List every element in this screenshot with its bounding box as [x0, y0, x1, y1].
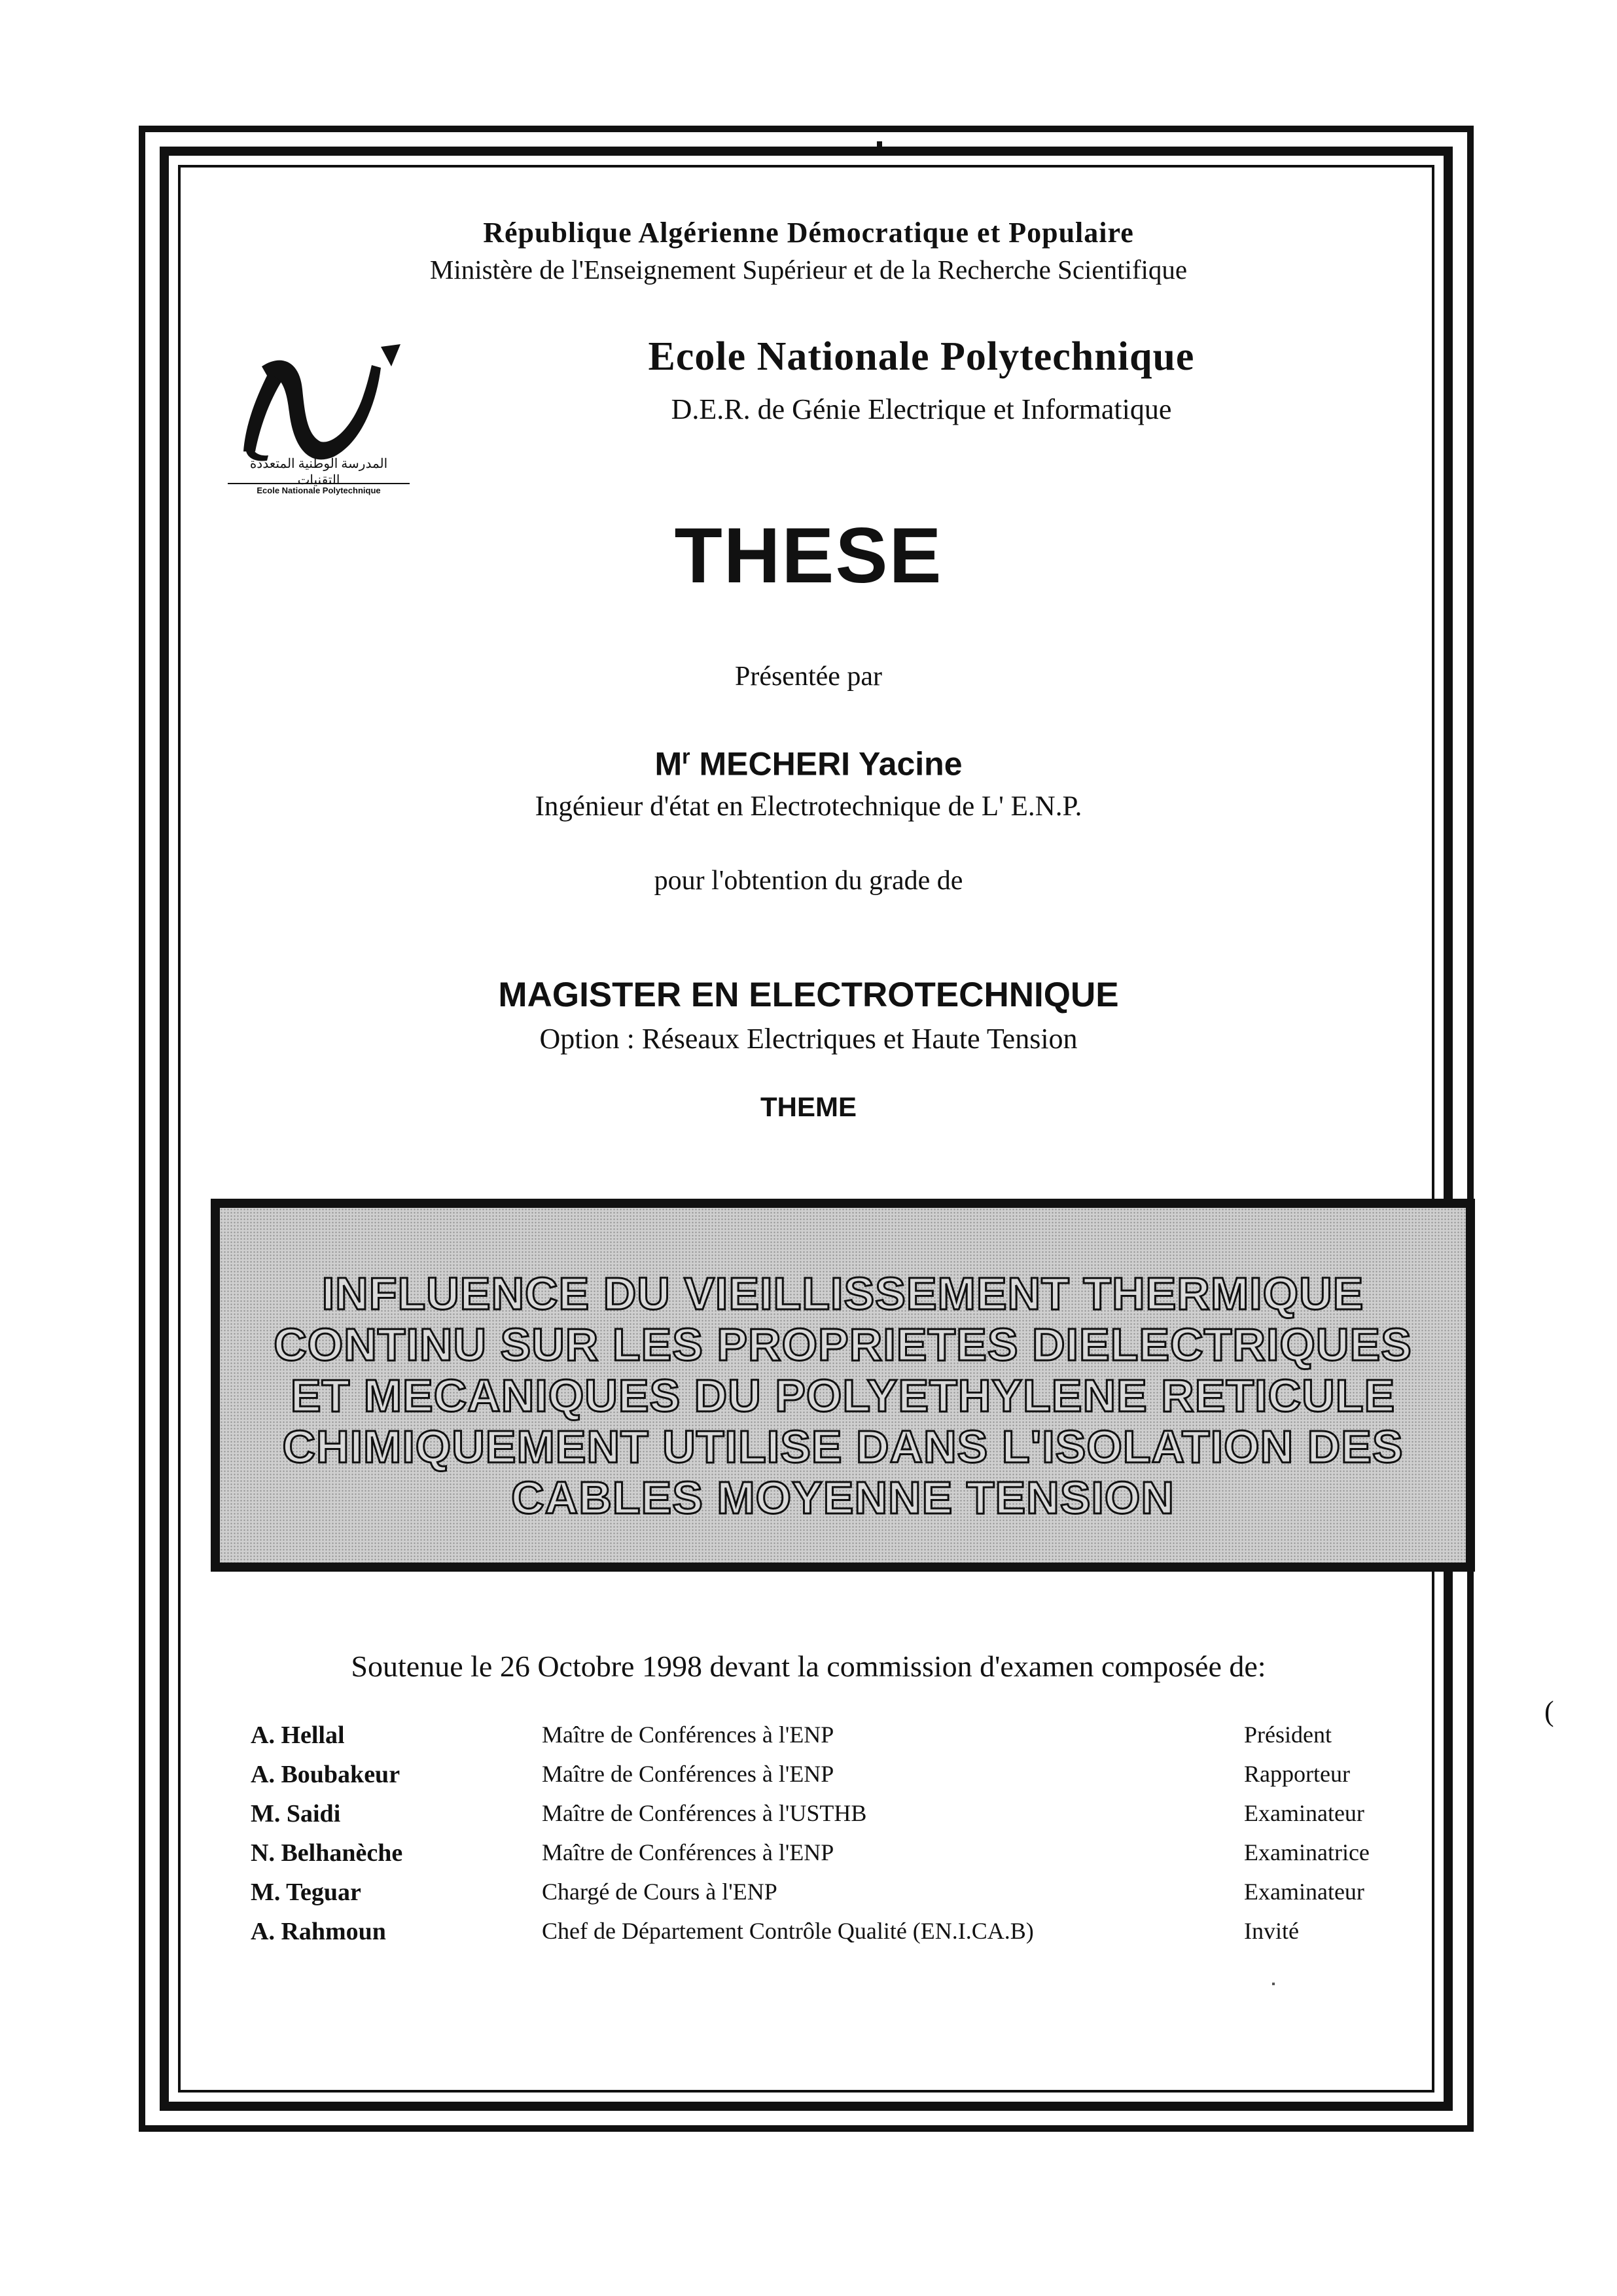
jury-member-status: Examinatrice: [1244, 1839, 1370, 1865]
jury-member-name: A. Hellal: [251, 1722, 345, 1749]
jury-row: [251, 1917, 1402, 1956]
jury-list: [251, 1721, 1402, 1956]
jury-member-role: Maître de Conférences à l'USTHB: [542, 1800, 867, 1826]
jury-member-name: M. Saidi: [251, 1800, 341, 1828]
school-name: Ecole Nationale Polytechnique: [648, 334, 1195, 379]
author-title: Ingénieur d'état en Electrotechnique de L' E.N.P.: [535, 791, 1082, 822]
jury-member-role: Maître de Conférences à l'ENP: [542, 1839, 834, 1865]
defense-statement: Soutenue le 26 Octobre 1998 devant la commission d'examen composée de:: [351, 1650, 1266, 1683]
jury-member-name: M. Teguar: [251, 1879, 361, 1906]
department-name: D.E.R. de Génie Electrique et Informatique: [671, 393, 1172, 425]
author-prefix: M: [654, 745, 683, 783]
thesis-title-line: ET MECANIQUES DU POLYETHYLENE RETICULE: [290, 1370, 1396, 1421]
thesis-title-line: CABLES MOYENNE TENSION: [511, 1472, 1175, 1523]
presented-by-label: Présentée par: [734, 662, 883, 692]
theme-label: THEME: [760, 1091, 857, 1122]
scan-speck: [1272, 1983, 1275, 1985]
document-type-title: THESE: [674, 512, 943, 599]
scan-mark: [877, 141, 882, 147]
jury-row: [251, 1839, 1402, 1878]
jury-member-role: Maître de Conférences à l'ENP: [542, 1722, 834, 1748]
author-name: [0, 745, 1617, 783]
jury-member-role: Chef de Département Contrôle Qualité (EN.I.CA.B): [542, 1918, 1034, 1944]
thesis-title-box: [211, 1199, 1475, 1572]
jury-member-status: Examinateur: [1244, 1879, 1364, 1905]
jury-member-status: Président: [1244, 1722, 1332, 1748]
logo-caption-french: Ecole Nationale Polytechnique: [228, 483, 410, 495]
thesis-title-line: INFLUENCE DU VIEILLISSEMENT THERMIQUE: [321, 1268, 1364, 1319]
thesis-title: [220, 1268, 1466, 1523]
jury-row: [251, 1878, 1402, 1917]
thesis-title-line: CONTINU SUR LES PROPRIETES DIELECTRIQUES: [274, 1319, 1412, 1370]
author-prefix-sup: r: [682, 745, 690, 768]
jury-member-status: Invité: [1244, 1918, 1299, 1944]
jury-row: [251, 1760, 1402, 1799]
jury-member-status: Rapporteur: [1244, 1761, 1350, 1787]
jury-member-role: Chargé de Cours à l'ENP: [542, 1879, 777, 1905]
author-fullname: MECHERI Yacine: [699, 745, 963, 783]
jury-member-name: N. Belhanèche: [251, 1839, 403, 1867]
logo-caption-arabic: المدرسة الوطنية المتعددة التقنيات: [249, 457, 388, 487]
degree-name: MAGISTER EN ELECTROTECHNIQUE: [498, 976, 1119, 1014]
jury-row: [251, 1721, 1402, 1760]
degree-option: Option : Réseaux Electriques et Haute Tension: [539, 1023, 1078, 1055]
jury-member-status: Examinateur: [1244, 1800, 1364, 1826]
obtention-label: pour l'obtention du grade de: [654, 866, 963, 896]
jury-member-name: A. Rahmoun: [251, 1918, 386, 1945]
jury-member-name: A. Boubakeur: [251, 1761, 400, 1788]
thesis-title-line: CHIMIQUEMENT UTILISE DANS L'ISOLATION DES: [282, 1421, 1404, 1472]
scan-edge-mark: (: [1544, 1695, 1554, 1727]
jury-member-role: Maître de Conférences à l'ENP: [542, 1761, 834, 1787]
jury-row: [251, 1799, 1402, 1839]
ministry-heading: Ministère de l'Enseignement Supérieur et de la Recherche Scientifique: [429, 255, 1188, 285]
republic-heading: République Algérienne Démocratique et Populaire: [483, 217, 1134, 249]
